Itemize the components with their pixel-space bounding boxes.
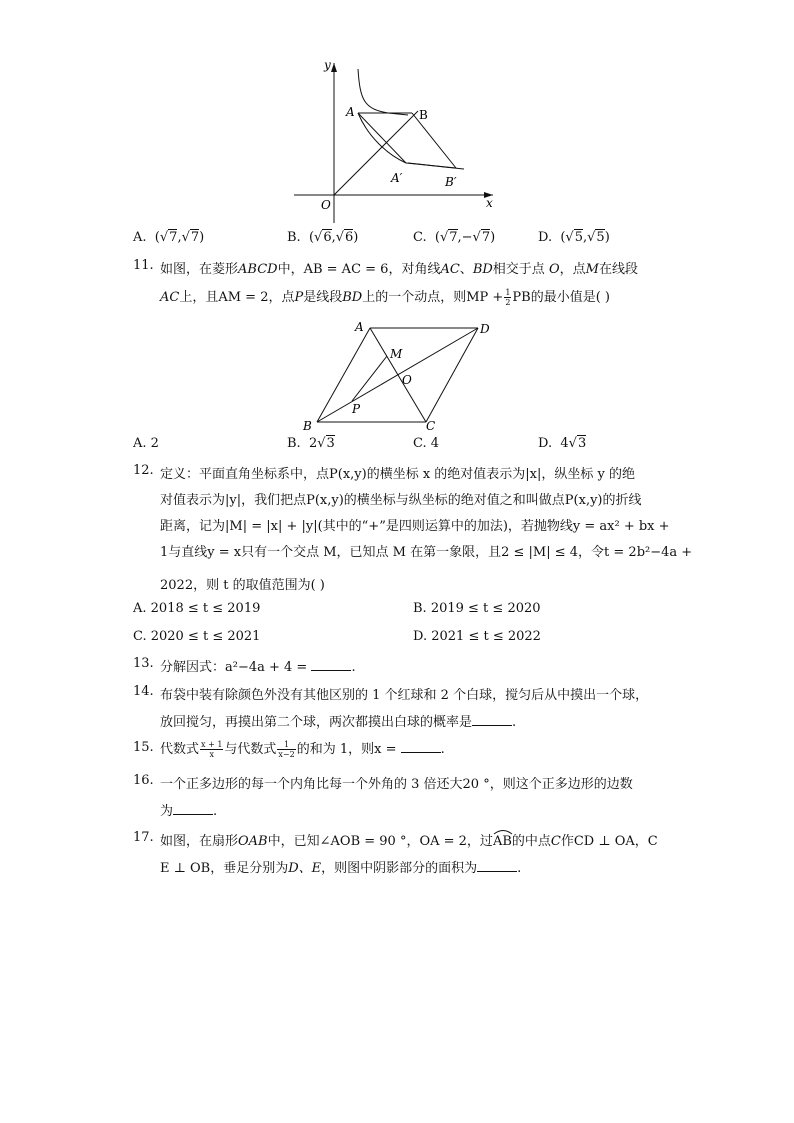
q13-text: 分解因式：a²−4a + 4 = . xyxy=(160,660,356,675)
x-axis-label: x xyxy=(486,196,493,210)
q16-number: 16. xyxy=(133,773,154,788)
rhombus-P-label: P xyxy=(352,402,361,416)
q11-option-a: A. 2 xyxy=(133,436,159,451)
q14-line1: 布袋中装有除颜色外没有其他区别的 1 个红球和 2 个白球，搅匀后从中摸出一个球， xyxy=(160,688,649,703)
rhombus-M-label: M xyxy=(390,347,403,361)
q10-option-a: A. (√7,√7) xyxy=(133,230,205,245)
q11-option-c: C. 4 xyxy=(413,436,440,451)
q12-number: 12. xyxy=(133,463,154,478)
q11-option-d: D. 4√3 xyxy=(538,436,587,451)
q12-option-c: C. 2020 ≤ t ≤ 2021 xyxy=(133,629,261,644)
q12-line5: 2022，则 t 的取值范围为( ) xyxy=(160,578,325,593)
q17-number: 17. xyxy=(133,830,154,845)
q16-line2: 为 . xyxy=(160,804,218,819)
q11-line2: AC上，且AM = 2，点P是线段BD上的一个动点，则MP + $\frac{1}{2}$ PB的最小值是( ) xyxy=(160,288,610,307)
rhombus-B-label: B xyxy=(303,419,312,433)
point-A-label: A xyxy=(346,105,355,119)
rhombus-O-label: O xyxy=(402,373,412,387)
q16-line1: 一个正多边形的每一个内角比每一个外角的 3 倍还大20 °，则这个正多边形的边数 xyxy=(160,777,633,792)
rhombus-A-label: A xyxy=(355,320,364,334)
q12-option-a: A. 2018 ≤ t ≤ 2019 xyxy=(133,601,261,616)
q16-answer-blank[interactable] xyxy=(173,802,213,815)
q12-line1: 定义：平面直角坐标系中，点P(x,y)的横坐标 x 的绝对值表示为|x|，纵坐标 y 的绝 xyxy=(160,467,635,482)
q12-line4: 1与直线y = x只有一个交点 M，已知点 M 在第一象限，且2 ≤ |M| ≤ 4，令t = 2b²−4a + xyxy=(160,545,693,560)
q15-text: 代数式 $\frac{x + 1}{x}$ 与代数式 $\frac{1}{x-2}$ 的和为 1，则x = . xyxy=(160,740,445,759)
q11-line1: 如图，在菱形ABCD中，AB = AC = 6，对角线AC、BD相交于点 O，点M在线段 xyxy=(160,262,638,277)
q15-answer-blank[interactable] xyxy=(401,740,441,753)
q14-answer-blank[interactable] xyxy=(472,713,512,726)
q14-number: 14. xyxy=(133,684,154,699)
q10-option-b: B. (√6,√6) xyxy=(287,230,359,245)
q11-number: 11. xyxy=(133,258,154,273)
q12-option-b: B. 2019 ≤ t ≤ 2020 xyxy=(413,601,541,616)
q13-answer-blank[interactable] xyxy=(311,658,351,671)
q12-option-d: D. 2021 ≤ t ≤ 2022 xyxy=(413,629,541,644)
origin-label: O xyxy=(321,198,331,212)
coordinate-figure xyxy=(288,55,503,230)
q13-number: 13. xyxy=(133,656,154,671)
q14-line2: 放回搅匀，再摸出第二个球，两次都摸出白球的概率是 . xyxy=(160,715,517,730)
q15-number: 15. xyxy=(133,740,154,755)
point-B-label: B xyxy=(419,108,428,122)
point-B-prime-label: B′ xyxy=(445,175,457,189)
q17-answer-blank[interactable] xyxy=(477,859,517,872)
y-axis-label: y xyxy=(324,58,331,72)
q11-option-b: B. 2√3 xyxy=(287,436,335,451)
rhombus-C-label: C xyxy=(426,419,436,433)
q10-option-d: D. (√5,√5) xyxy=(538,230,610,245)
rhombus-D-label: D xyxy=(480,322,490,336)
q12-line3: 距离，记为|M| = |x| + |y|(其中的“+”是四则运算中的加法)，若抛物线y = ax² + bx + xyxy=(160,519,670,534)
q12-line2: 对值表示为|y|，我们把点P(x,y)的横坐标与纵坐标的绝对值之和叫做点P(x,y)的折线 xyxy=(160,493,642,508)
q17-line2: E ⊥ OB，垂足分别为D、E，则图中阴影部分的面积为 . xyxy=(160,861,522,876)
rhombus-figure xyxy=(300,318,500,434)
q10-option-c: C. (√7,−√7) xyxy=(413,230,496,245)
point-A-prime-label: A′ xyxy=(391,171,403,185)
q17-line1: 如图，在扇形OAB中，已知∠AOB = 90 °，OA = 2，过AB 的中点C作CD ⊥ OA，C xyxy=(160,830,658,849)
